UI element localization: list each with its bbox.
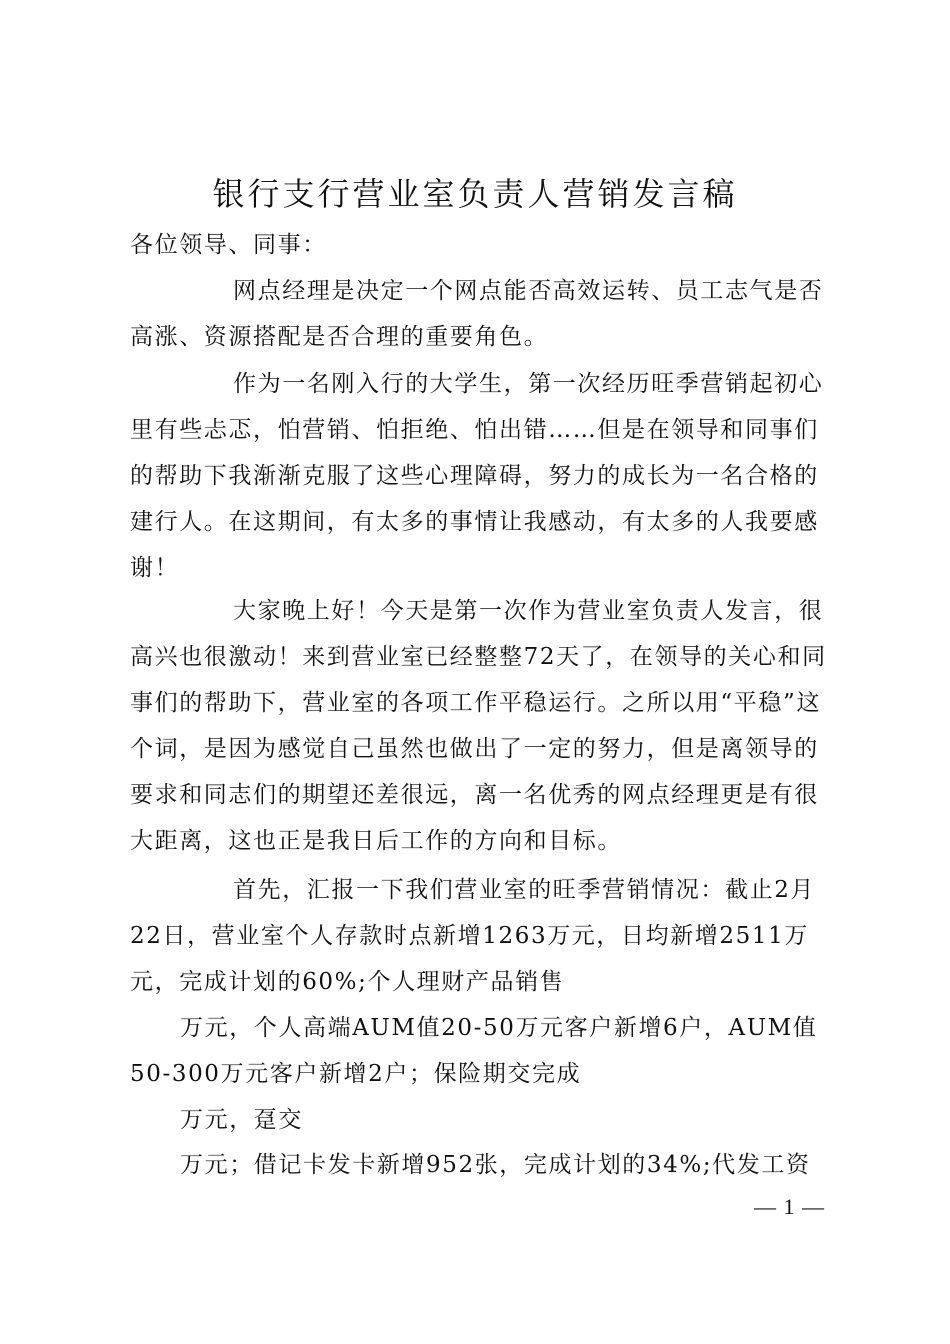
page-number: — 1 —	[754, 1194, 825, 1219]
paragraph-debit-card: 万元；借记卡发卡新增952张，完成计划的34%;代发工资	[180, 1152, 811, 1178]
paragraph-greeting: 大家晚上好！今天是第一次作为营业室负责人发言，很高兴也很激动！来到营业室已经整整72天了，在领导的关心和同事们的帮助下，营业室的各项工作平稳运行。之所以用“平稳”这个词，是因为感觉自己虽然也做出了一定的努力，但是离领导的要求和同志们的期望还差很远，离一名优秀的网点经理更是有很大距离，这也正是我日后工作的方向和目标。	[130, 598, 827, 854]
paragraph-aum: 万元，个人高端AUM值20-50万元客户新增6户，AUM值50-300万元客户新增2户；保险期交完成	[130, 1015, 818, 1087]
paragraph-lump-sum: 万元，趸交	[180, 1107, 303, 1133]
paragraph-role: 网点经理是决定一个网点能否高效运转、员工志气是否高涨、资源搭配是否合理的重要角色。	[130, 278, 824, 350]
paragraph-newcomer: 作为一名刚入行的大学生，第一次经历旺季营销起初心里有些忐忑，怕营销、怕拒绝、怕出错……但是在领导和同事们的帮助下我渐渐克服了这些心理障碍，努力的成长为一名合格的建行人。在这期间，有太多的事情让我感动，有太多的人我要感谢！	[130, 371, 824, 581]
paragraph-report: 首先，汇报一下我们营业室的旺季营销情况：截止2月22日，营业室个人存款时点新增1263万元，日均新增2511万元，完成计划的60%;个人理财产品销售	[130, 877, 816, 995]
salutation: 各位领导、同事：	[130, 232, 327, 258]
document-title: 银行支行营业室负责人营销发言稿	[212, 175, 738, 213]
